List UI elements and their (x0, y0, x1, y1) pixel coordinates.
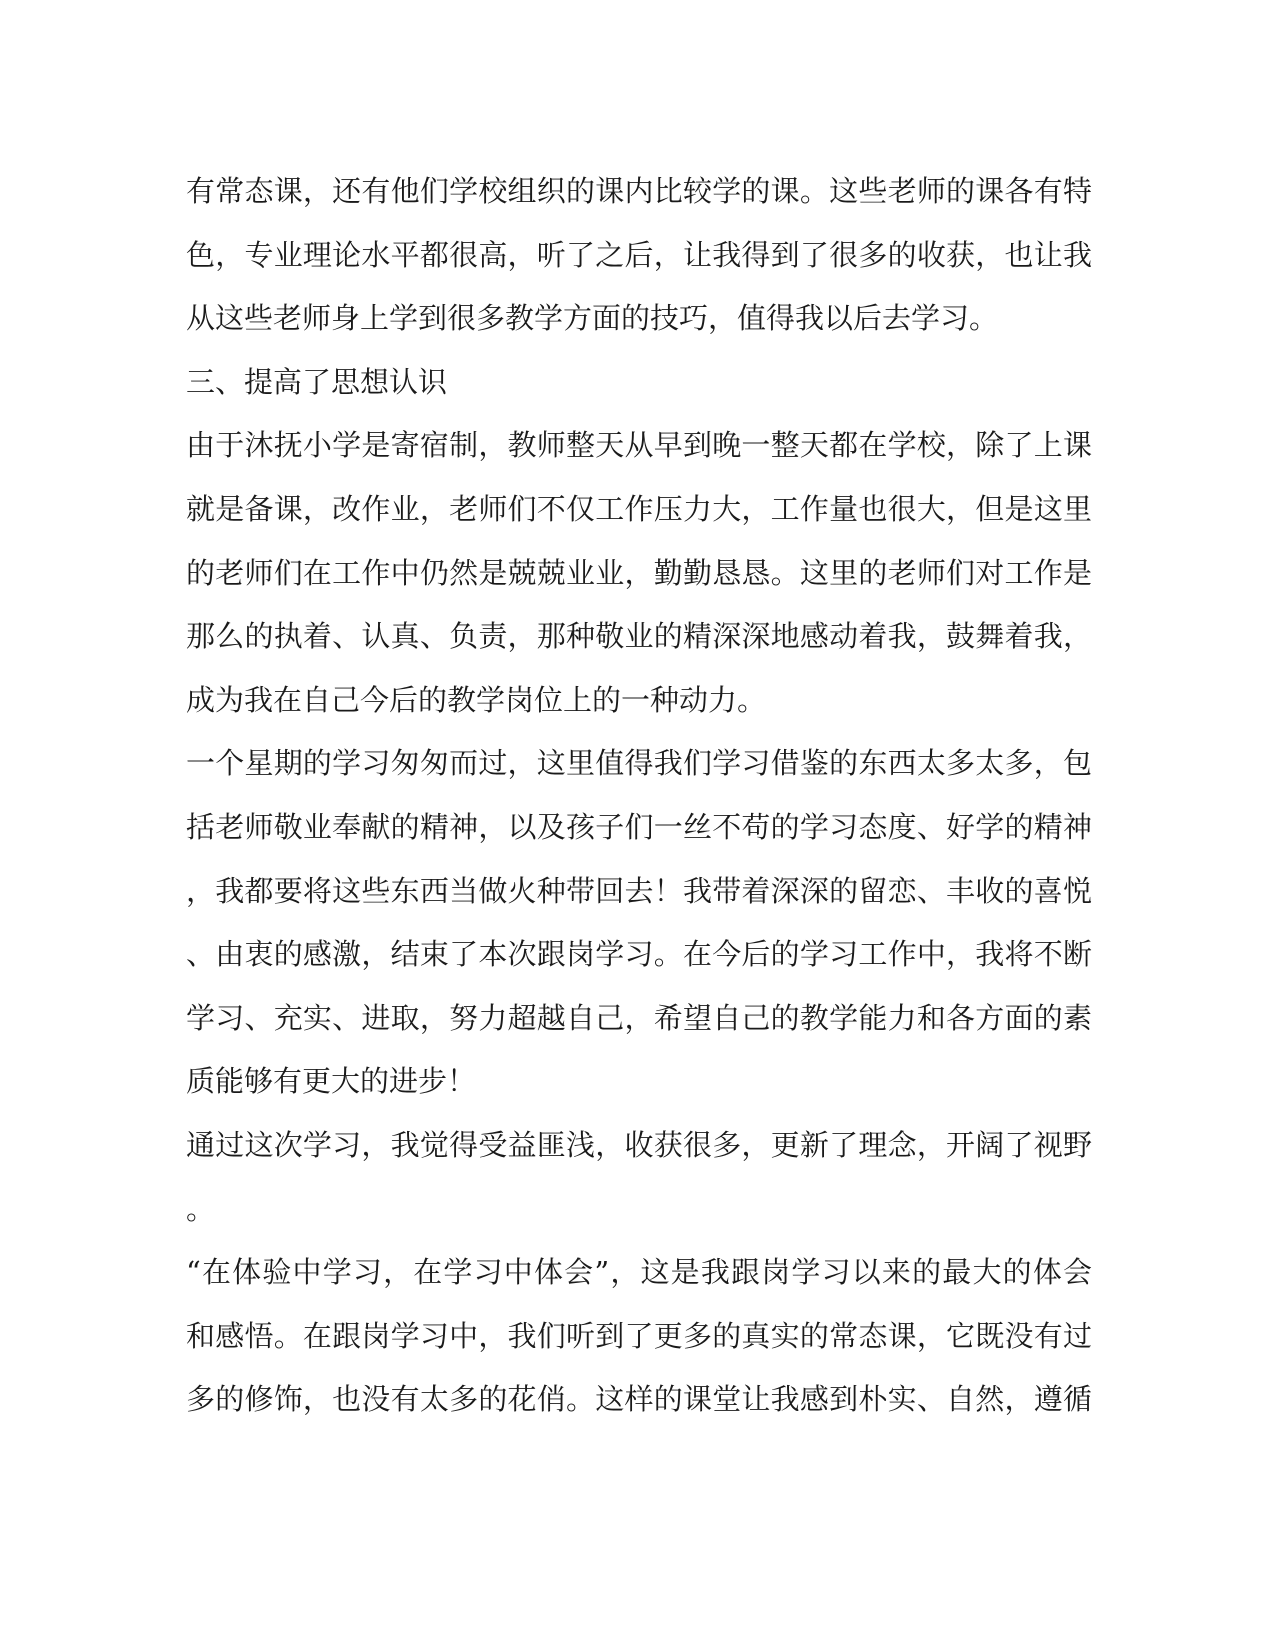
text-line-15: 质能够有更大的进步！ (186, 1064, 477, 1099)
text-line-17: 。 (186, 1191, 216, 1226)
text-line-14: 学习、充实、进取，努力超越自己，希望自己的教学能力和各方面的素 (186, 1000, 1092, 1035)
text-line-6: 就是备课，改作业，老师们不仅工作压力大，工作量也很大，但是这里 (186, 491, 1092, 526)
text-line-11: 括老师敬业奉献的精神，以及孩子们一丝不苟的学习态度、好学的精神 (186, 809, 1092, 844)
text-line-20: 多的修饰，也没有太多的花俏。这样的课堂让我感到朴实、自然，遵循 (186, 1382, 1092, 1417)
text-line-1: 有常态课，还有他们学校组织的课内比较学的课。这些老师的课各有特 (186, 174, 1092, 208)
text-line-19: 和感悟。在跟岗学习中，我们听到了更多的真实的常态课，它既没有过 (186, 1318, 1092, 1353)
document-body (186, 160, 1092, 1432)
text-line-3: 从这些老师身上学到很多教学方面的技巧，值得我以后去学习。 (186, 301, 999, 336)
text-line-10: 一个星期的学习匆匆而过，这里值得我们学习借鉴的东西太多太多，包 (186, 746, 1092, 781)
text-line-8: 那么的执着、认真、负责，那种敬业的精深深地感动着我，鼓舞着我， (186, 619, 1092, 654)
text-line-13: 、由衷的感激，结束了本次跟岗学习。在今后的学习工作中，我将不断 (186, 937, 1092, 972)
text-line-7: 的老师们在工作中仍然是兢兢业业，勤勤恳恳。这里的老师们对工作是 (186, 555, 1092, 590)
text-line-18: “在体验中学习，在学习中体会”，这是我跟岗学习以来的最大的体会 (186, 1255, 1092, 1290)
text-line-5: 由于沐抚小学是寄宿制，教师整天从早到晚一整天都在学校，除了上课 (186, 428, 1092, 463)
text-line-2: 色，专业理论水平都很高，听了之后，让我得到了很多的收获，也让我 (186, 237, 1092, 272)
text-line-9: 成为我在自己今后的教学岗位上的一种动力。 (186, 682, 767, 717)
section-heading: 三、提高了思想认识 (186, 364, 448, 399)
text-line-12: ，我都要将这些东西当做火种带回去！我带着深深的留恋、丰收的喜悦 (186, 873, 1092, 908)
text-line-16: 通过这次学习，我觉得受益匪浅，收获很多，更新了理念，开阔了视野 (186, 1127, 1092, 1162)
